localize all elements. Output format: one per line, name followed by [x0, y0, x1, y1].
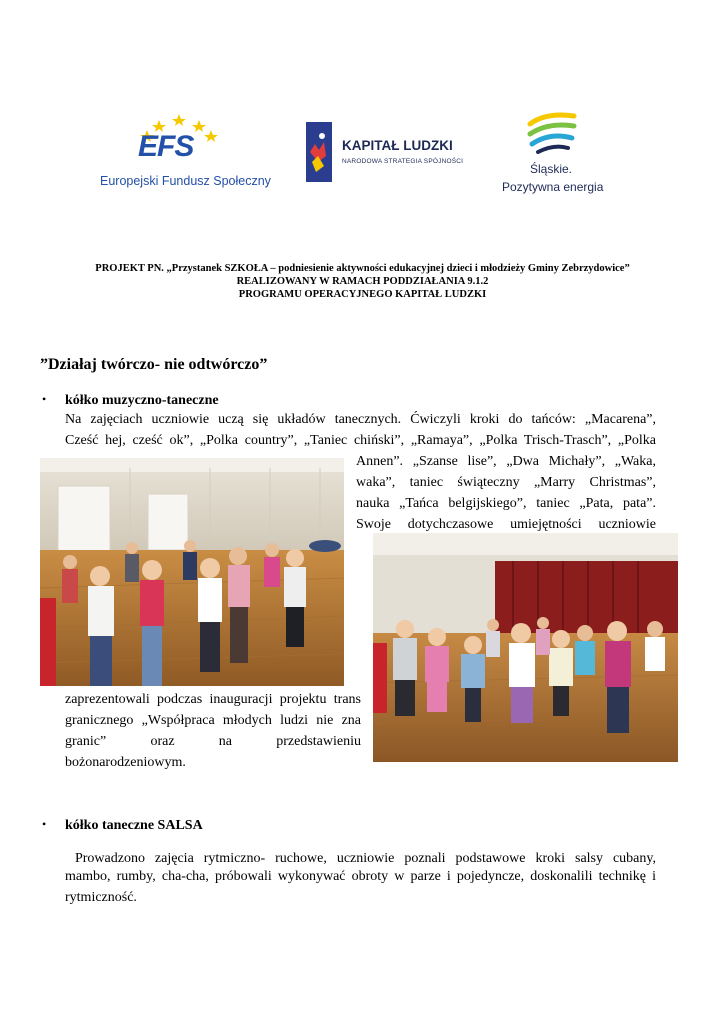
header-line-3: PROGRAMU OPERACYJNEGO KAPITAŁ LUDZKI [238, 289, 487, 300]
header-line-2: REALIZOWANY W RAMACH PODDZIAŁANIA 9.1.2 [236, 276, 489, 287]
header-line-1: PROJEKT PN. „Przystanek SZKOŁA – podniesienie aktywności edukacyjnej dzieci i młodzieży Gminy Zebrzydowice” [95, 263, 630, 274]
section2-line-1: Prowadzono zajęcia rytmiczno- ruchowe, uczniowie poznali podstawowe kroki salsy cubany, [65, 851, 656, 866]
section1-line-7: zaprezentowali podczas inauguracji projektu trans [65, 692, 361, 707]
slaskie-name: Śląskie. [530, 162, 573, 176]
efs-word: EFS [138, 130, 194, 163]
section-title-salsa: kółko taneczne SALSA [65, 818, 203, 833]
section-title-dance: kółko muzyczno-taneczne [65, 393, 219, 408]
section1-line-5: nauka „Tańca belgijskiego”, taniec „Pata, pata”. [356, 496, 656, 511]
slaskie-waves-icon [526, 110, 578, 154]
slaskie-logo [500, 108, 610, 198]
section1-line-2: Cześć hej, cześć ok”, „Polka country”, „Taniec chiński”, „Ramaya”, „Polka Trisch-Trasch”, „Polka [65, 433, 656, 448]
page-title: ”Działaj twórczo- nie odtwórczo” [40, 356, 268, 373]
kapital-ludzki-title: KAPITAŁ LUDZKI [342, 138, 453, 153]
photo-dance-class-2 [373, 533, 678, 762]
bullet-2: • [42, 817, 47, 831]
section1-line-8: granicznego „Współpraca młodych ludzi nie zna [65, 713, 361, 728]
bullet-1: • [42, 392, 47, 406]
efs-name: Europejski Fundusz Społeczny [100, 174, 271, 188]
slaskie-tagline: Pozytywna energia [502, 180, 604, 194]
section2-line-3: rytmiczność. [65, 890, 137, 905]
photo-dance-class-1 [40, 458, 344, 686]
efs-logo [92, 100, 271, 198]
section1-line-1: Na zajęciach uczniowie uczą się układów tanecznych. Ćwiczyli kroki do tańców: „Macarena”, [65, 412, 656, 427]
section1-line-4: waka”, taniec świąteczny „Marry Christmas”, [356, 475, 656, 490]
section2-line-2: mambo, rumby, cha-cha, próbowali wykonywać obroty w parze i pojedyncze, doskonalili technikę i [65, 869, 656, 884]
section1-line-10: bożonarodzeniowym. [65, 755, 186, 770]
section1-line-9: granic” oraz na przedstawieniu [65, 734, 361, 749]
kapital-ludzki-logo [300, 118, 464, 188]
section1-line-6: Swoje dotychczasowe umiejętności uczniowie [356, 517, 656, 532]
kapital-ludzki-flag-icon [306, 122, 332, 182]
section1-line-3: Annen”. „Szanse lise”, „Dwa Michały”, „Waka, [356, 454, 656, 469]
kapital-ludzki-subtitle: NARODOWA STRATEGIA SPÓJNOŚCI [342, 158, 464, 165]
